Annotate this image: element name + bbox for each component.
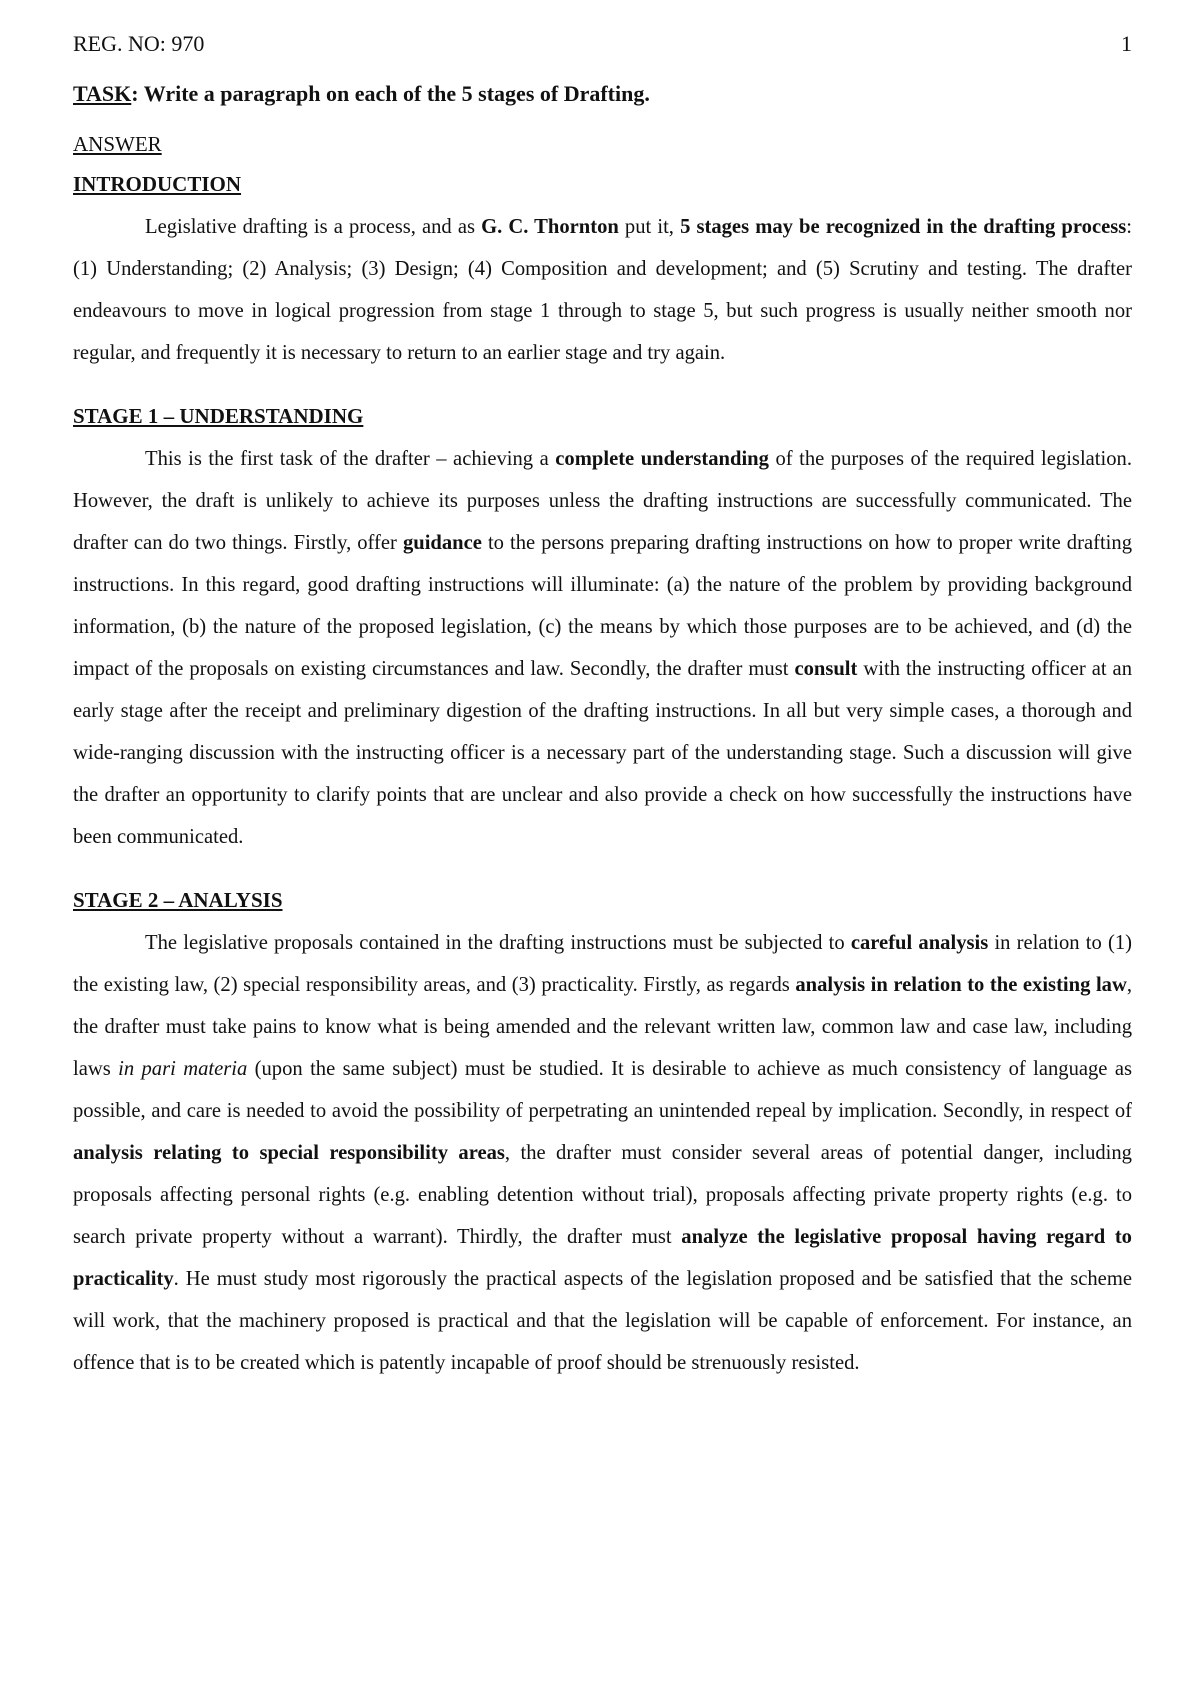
text-run: of the purposes of the required legislation. However, the draft is unlikely to achieve its purposes unless the drafting instructions are successfully communicated. The drafter can do two things. Firstly, offer (73, 448, 1132, 554)
text-run: put it, (618, 216, 681, 238)
text-run: The legislative proposals contained in the drafting instructions must be subjected to (145, 932, 851, 954)
introduction-heading: INTRODUCTION (73, 172, 242, 196)
bold-run: 5 stages may be recognized in the drafting process (680, 216, 1127, 238)
registration-number: REG. NO: 970 (73, 31, 205, 56)
text-run: This is the first task of the drafter – achieving a (145, 448, 556, 470)
bold-run: analysis relating to special responsibility areas (73, 1142, 505, 1164)
bold-run: analyze the legislative proposal having regard to practicality (73, 1226, 1132, 1290)
text-run: : (1) Understanding; (2) Analysis; (3) Design; (4) Composition and development; and (5) Scrutiny and testing. The drafter endeavours to move in logical progression from stage 1 through to stage 5, but such progress is usually neither smooth nor regular, and frequently it is necessary to return to an earlier stage and try again. (73, 216, 1132, 364)
italic-run: in pari materia (118, 1058, 248, 1080)
stage2-paragraph (73, 922, 1132, 1384)
bold-run: complete understanding (555, 448, 769, 470)
text-run: to the persons preparing drafting instructions on how to proper write drafting instructions. In this regard, good drafting instructions will illuminate: (a) the nature of the problem by providing background information, (b) the nature of the proposed legislation, (c) the means by which those purposes are to be achieved, and (d) the impact of the proposals on existing circumstances and law. Secondly, the drafter must (73, 532, 1132, 680)
stage1-paragraph (73, 438, 1132, 858)
introduction-paragraph (73, 206, 1132, 374)
text-run: , the drafter must take pains to know what is being amended and the relevant written law, common law and case law, including laws (73, 974, 1132, 1080)
task-statement (73, 80, 1132, 108)
task-label: TASK (73, 81, 132, 106)
bold-run: careful analysis (850, 932, 989, 954)
text-run: (upon the same subject) must be studied. It is desirable to achieve as much consistency of language as possible, and care is needed to avoid the possibility of perpetrating an unintended repeal by implication. Secondly, in respect of (73, 1058, 1132, 1122)
stage1-heading: STAGE 1 – UNDERSTANDING (73, 404, 364, 428)
bold-run: analysis in relation to the existing law (795, 974, 1127, 996)
bold-run: consult (794, 658, 858, 680)
page-number: 1 (1121, 31, 1132, 56)
bold-run: G. C. Thornton (481, 216, 619, 238)
text-run: with the instructing officer at an early stage after the receipt and preliminary digestion of the drafting instructions. In all but very simple cases, a thorough and wide-ranging discussion with the instructing officer is a necessary part of the understanding stage. Such a discussion will give the drafter an opportunity to clarify points that are unclear and also provide a check on how successfully the instructions have been communicated. (73, 658, 1132, 848)
answer-label: ANSWER (73, 132, 162, 156)
text-run: in relation to (1) the existing law, (2) special responsibility areas, and (3) practicality. Firstly, as regards (73, 932, 1133, 996)
text-run: , the drafter must consider several areas of potential danger, including proposals affecting personal rights (e.g. enabling detention without trial), proposals affecting private property rights (e.g. to search private property without a warrant). Thirdly, the drafter must (73, 1142, 1132, 1248)
page-header (73, 30, 1132, 58)
text-run: Legislative drafting is a process, and as (145, 216, 482, 238)
bold-run: guidance (402, 532, 482, 554)
task-text: : Write a paragraph on each of the 5 stages of Drafting. (131, 81, 650, 106)
stage2-heading: STAGE 2 – ANALYSIS (73, 888, 283, 912)
text-run: . He must study most rigorously the practical aspects of the legislation proposed and be satisfied that the scheme will work, that the machinery proposed is practical and that the legislation will be capable of enforcement. For instance, an offence that is to be created which is patently incapable of proof should be strenuously resisted. (73, 1268, 1132, 1374)
